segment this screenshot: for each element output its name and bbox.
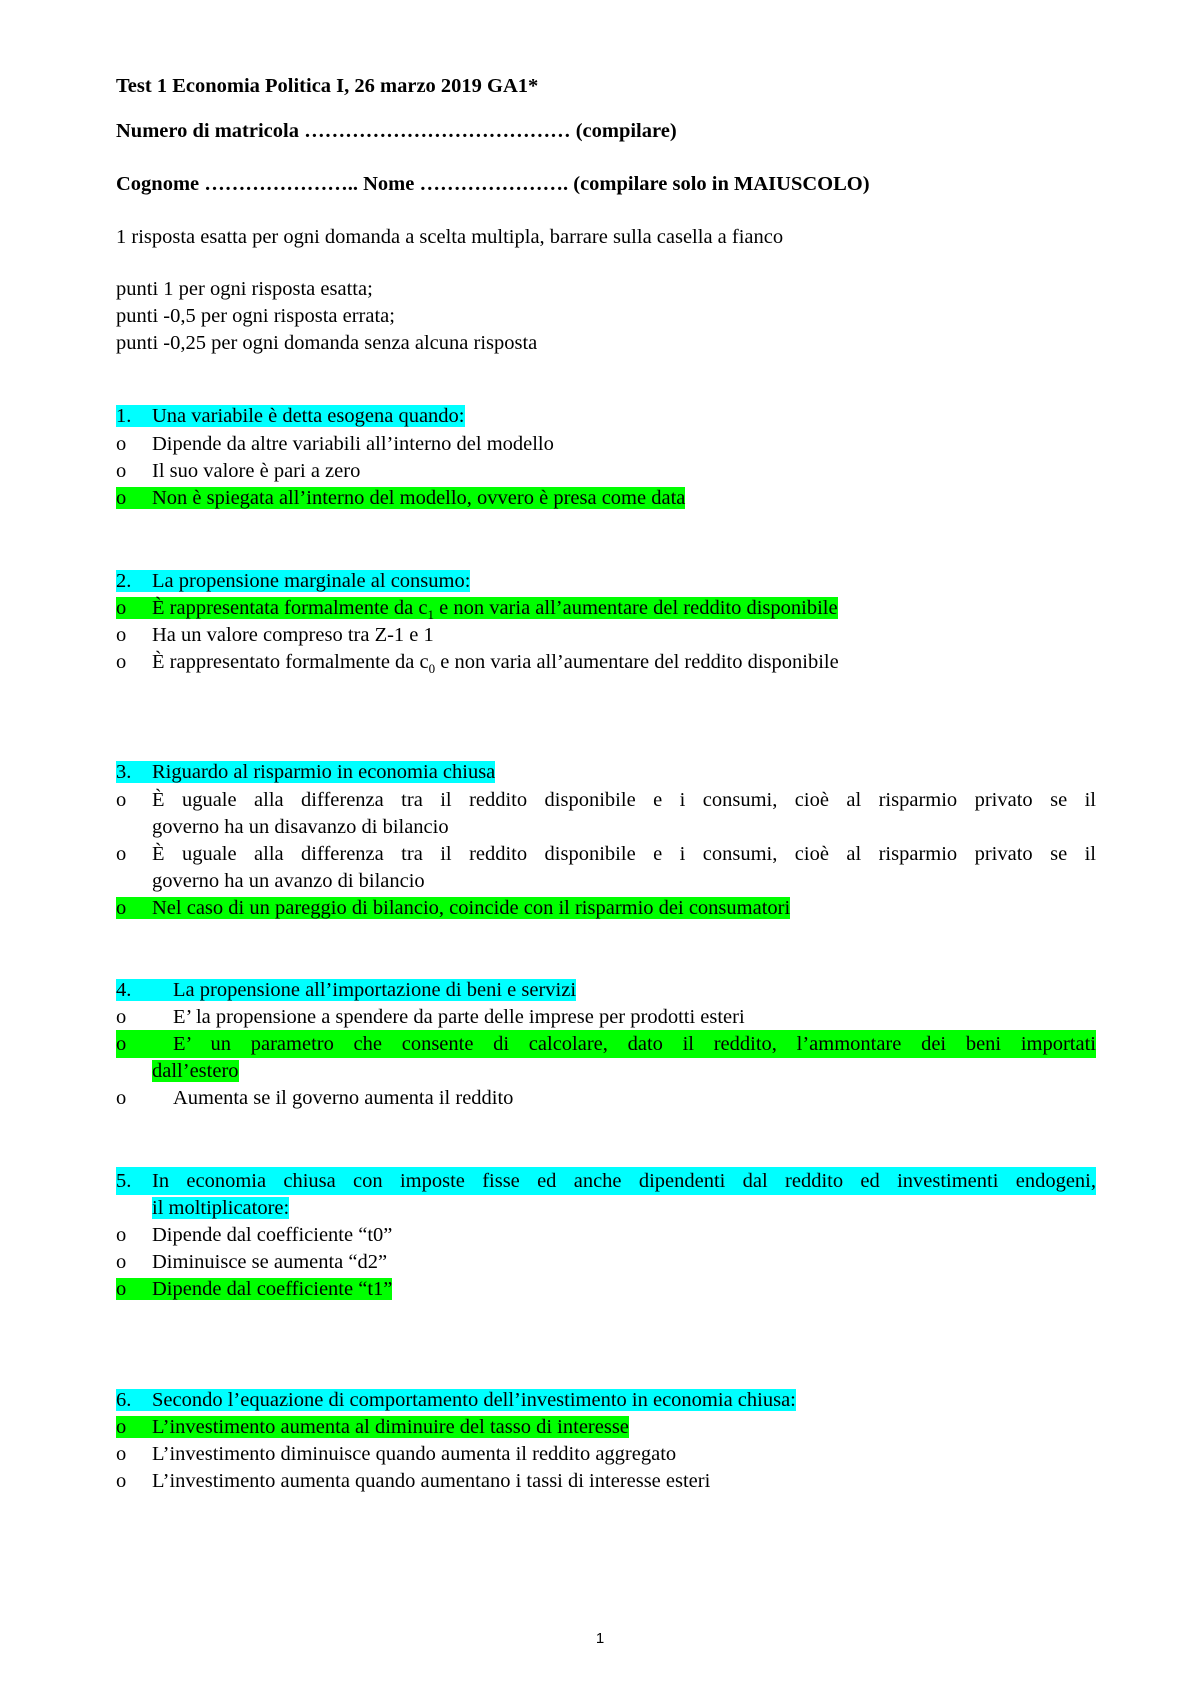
name-field: Cognome ………………….. Nome …………………. (compilare solo in MAIUSCOLO) [116, 173, 870, 195]
option-bullet: o [116, 1087, 127, 1109]
question-text: Una variabile è detta esogena quando: [152, 405, 465, 427]
option-text: Dipende dal coefficiente “t1” [152, 1278, 393, 1300]
option[interactable] [116, 1248, 387, 1276]
option-text-pre: È rappresentata formalmente da c [152, 597, 428, 619]
option-text: E’ la propensione a spendere da parte delle imprese per prodotti esteri [173, 1006, 745, 1028]
option-continuation [152, 1057, 239, 1085]
question-6 [116, 1386, 796, 1414]
option[interactable] [116, 1003, 745, 1031]
option-bullet: o [116, 1224, 127, 1246]
option-bullet: o [116, 1033, 127, 1055]
question-number: 3. [116, 761, 132, 783]
option-bullet: o [116, 1251, 127, 1273]
option[interactable] [116, 1221, 392, 1249]
option[interactable] [116, 621, 434, 649]
option-bullet: o [116, 651, 127, 673]
option-text: L’investimento aumenta quando aumentano i tassi di interesse esteri [152, 1470, 711, 1492]
instructions-text: 1 risposta esatta per ogni domanda a scelta multipla, barrare sulla casella a fianco [116, 226, 784, 248]
question-5 [116, 1167, 1096, 1195]
option-text: E’ un parametro che consente di calcolare, dato il reddito, l’ammontare dei beni importati [173, 1033, 1096, 1055]
option-correct[interactable] [116, 1275, 392, 1303]
scoring-line: punti -0,5 per ogni risposta errata; [116, 305, 395, 327]
scoring-line: punti 1 per ogni risposta esatta; [116, 278, 373, 300]
option-bullet: o [116, 597, 127, 619]
question-4 [116, 976, 576, 1004]
document-title: Test 1 Economia Politica I, 26 marzo 2019 GA1* [116, 75, 539, 97]
question-3 [116, 758, 495, 786]
option-text: Il suo valore è pari a zero [152, 460, 361, 482]
option-text: Dipende da altre variabili all’interno del modello [152, 433, 554, 455]
option-bullet: o [116, 1443, 127, 1465]
option-text: L’investimento diminuisce quando aumenta il reddito aggregato [152, 1443, 677, 1465]
option[interactable] [116, 1440, 676, 1468]
question-text: La propensione marginale al consumo: [152, 570, 471, 592]
option-bullet: o [116, 460, 127, 482]
scoring-line: punti -0,25 per ogni domanda senza alcuna risposta [116, 332, 538, 354]
option-continuation: governo ha un avanzo di bilancio [152, 870, 425, 892]
subscript: 0 [428, 661, 436, 677]
option[interactable] [116, 648, 839, 683]
option-correct[interactable] [116, 894, 790, 922]
option-bullet: o [116, 843, 127, 865]
question-continuation [152, 1194, 289, 1222]
option-text: Non è spiegata all’interno del modello, ovvero è presa come data [152, 487, 686, 509]
option[interactable] [116, 786, 1096, 814]
option-text: Diminuisce se aumenta “d2” [152, 1251, 388, 1273]
question-text: La propensione all’importazione di beni e servizi [173, 979, 577, 1001]
option[interactable] [116, 840, 1096, 868]
question-number: 1. [116, 405, 132, 427]
option-correct[interactable] [116, 1413, 629, 1441]
option-bullet: o [116, 1278, 127, 1300]
option-bullet: o [116, 1470, 127, 1492]
option-text-post: e non varia all’aumentare del reddito disponibile [433, 597, 838, 619]
question-number: 2. [116, 570, 132, 592]
option-text: Nel caso di un pareggio di bilancio, coincide con il risparmio dei consumatori [152, 897, 791, 919]
question-text: Riguardo al risparmio in economia chiusa [152, 761, 496, 783]
option-continuation: governo ha un disavanzo di bilancio [152, 816, 449, 838]
option-bullet: o [116, 487, 127, 509]
page-number: 1 [595, 1630, 605, 1647]
question-2 [116, 567, 470, 595]
question-1 [116, 402, 465, 430]
option-text: Ha un valore compreso tra Z-1 e 1 [152, 624, 434, 646]
subscript: 1 [427, 607, 434, 623]
question-text: In economia chiusa con imposte fisse ed anche dipendenti dal reddito ed investimenti endogeni, [152, 1170, 1096, 1192]
question-number: 6. [116, 1389, 132, 1411]
option-correct[interactable] [116, 1030, 1096, 1058]
option-bullet: o [116, 1006, 127, 1028]
question-number: 4. [116, 979, 132, 1001]
matricola-field: Numero di matricola ………………………………… (compilare) [116, 120, 677, 142]
option-bullet: o [116, 1416, 127, 1438]
option[interactable] [116, 457, 360, 485]
option-bullet: o [116, 897, 127, 919]
option-text-pre: È rappresentato formalmente da c [152, 651, 429, 673]
option-bullet: o [116, 433, 127, 455]
option-text: È uguale alla differenza tra il reddito disponibile e i consumi, cioè al risparmio privato se il [152, 789, 1096, 811]
option-text: Dipende dal coefficiente “t0” [152, 1224, 393, 1246]
option-text: È uguale alla differenza tra il reddito disponibile e i consumi, cioè al risparmio privato se il [152, 843, 1096, 865]
option-bullet: o [116, 789, 127, 811]
option-text-post: e non varia all’aumentare del reddito disponibile [435, 651, 839, 673]
question-continuation-text: il moltiplicatore: [152, 1197, 290, 1219]
question-number: 5. [116, 1170, 132, 1192]
option-bullet: o [116, 624, 127, 646]
option-text: L’investimento aumenta al diminuire del tasso di interesse [152, 1416, 629, 1438]
option-continuation-text: dall’estero [152, 1060, 239, 1082]
question-text: Secondo l’equazione di comportamento dell’investimento in economia chiusa: [152, 1389, 796, 1411]
option[interactable] [116, 1467, 710, 1495]
option-correct[interactable] [116, 484, 685, 512]
option[interactable] [116, 430, 554, 458]
option-text: Aumenta se il governo aumenta il reddito [173, 1087, 514, 1109]
option[interactable] [116, 1084, 513, 1112]
